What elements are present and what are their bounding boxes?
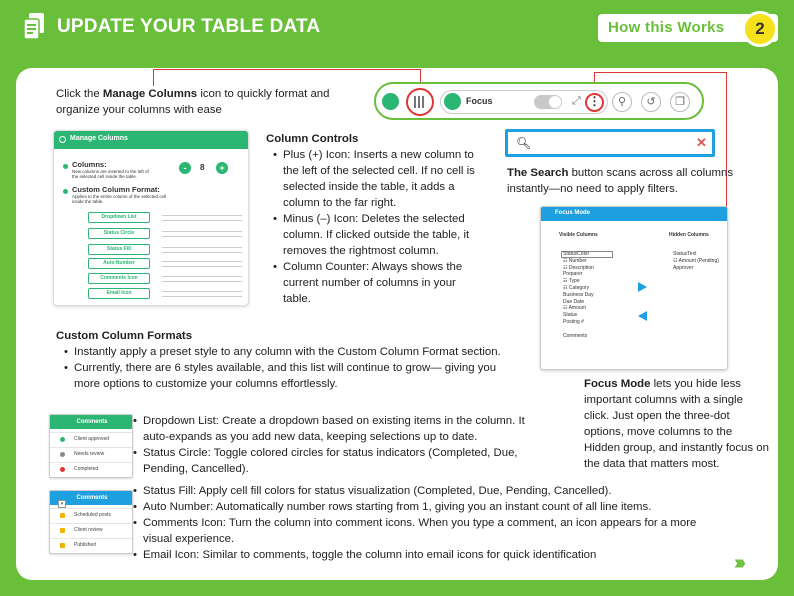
- focus-toggle[interactable]: [534, 95, 562, 109]
- column-counter: 8: [200, 163, 205, 172]
- list-item: • Dropdown List: Create a dropdown based on existing items in the column. It auto-expands as you add new data, keeping selections up to date.: [133, 413, 563, 445]
- focus-mode-panel: [540, 206, 728, 370]
- row-label: Published: [74, 542, 96, 548]
- column-list-item[interactable]: ☷ Number: [563, 257, 587, 264]
- panel-header: [54, 131, 249, 149]
- status-circle-sample: [49, 414, 133, 478]
- column-controls-list: [273, 147, 509, 307]
- placeholder-text-lines: [162, 261, 242, 267]
- header-bar: [0, 0, 794, 56]
- column-list-item[interactable]: ☷ Type: [563, 278, 580, 285]
- list-item: • Column Counter: Always shows the current number of columns in your table.: [273, 259, 509, 307]
- format-desc: Applies to the entire column of the selected cell: [72, 194, 167, 199]
- intro-text: Click the Manage Columns icon to quickly format and organize your columns with ease: [56, 88, 330, 116]
- styles-list-2: [133, 483, 753, 563]
- clear-icon[interactable]: ✕: [696, 135, 707, 150]
- comment-icon: [60, 543, 65, 548]
- table-row: [50, 462, 133, 475]
- format-button-auto-number[interactable]: Auto Number: [88, 258, 150, 269]
- row-label: Needs review: [74, 451, 105, 457]
- format-button-status-fill[interactable]: Status Fill: [88, 244, 150, 255]
- comment-icon: [60, 528, 65, 533]
- plus-button[interactable]: +: [216, 162, 228, 174]
- sample-header: Comments: [50, 415, 133, 429]
- connector-line: [153, 69, 154, 86]
- comment-icon: [60, 513, 65, 518]
- list-item: • Auto Number: Automatically number rows starting from 1, giving you an instant count of all line items.: [133, 499, 753, 515]
- format-button-dropdown[interactable]: Dropdown List: [88, 212, 150, 223]
- placeholder-text-lines: [162, 291, 242, 297]
- format-label: Custom Column Format:: [72, 185, 160, 194]
- status-circle-icon: [60, 452, 65, 457]
- placeholder-text-lines: [162, 276, 242, 282]
- format-desc: inside the table.: [72, 199, 104, 204]
- bullet-icon: [63, 189, 68, 194]
- visible-columns-label: Visible Columns: [559, 232, 598, 238]
- column-list-item[interactable]: StatusColor: [563, 251, 590, 257]
- status-circle-icon: [60, 437, 65, 442]
- focus-label: Focus: [466, 96, 493, 106]
- column-list-item[interactable]: Due Date: [563, 298, 585, 305]
- more-options-button[interactable]: ⋮: [585, 93, 604, 112]
- list-item: • Email Icon: Similar to comments, toggle the column into email icons for quick identification: [133, 547, 753, 563]
- list-item: • Minus (–) Icon: Deletes the selected column. If clicked outside the table, it removes the rightmost column.: [273, 211, 509, 259]
- panel-header: [541, 207, 728, 221]
- status-dot-icon[interactable]: [382, 93, 399, 110]
- dropdown-icon[interactable]: ▾: [58, 500, 66, 508]
- row-label: Client review: [74, 527, 103, 533]
- columns-desc: the selected cell inside the table.: [72, 174, 138, 179]
- custom-formats-heading: Custom Column Formats: [56, 330, 193, 342]
- focus-mode-description: Focus Mode lets you hide less important columns with a single click. Just open the three-dot options, move columns to the Hidden group, and instantly focus on the data that matters most.: [584, 378, 769, 470]
- custom-formats-list: [64, 344, 544, 392]
- list-item: • Comments Icon: Turn the column into comment icons. When you type a comment, an icon appears for a more visual experience.: [133, 515, 753, 547]
- column-list-item[interactable]: Approver: [673, 264, 694, 271]
- manage-columns-button[interactable]: [406, 88, 434, 116]
- table-row: [50, 523, 133, 536]
- columns-desc: New columns are inserted to the left of: [72, 169, 149, 174]
- next-chevron-icon[interactable]: ›››: [734, 552, 742, 574]
- connector-line: [594, 72, 726, 73]
- column-list-item[interactable]: Status: [563, 312, 578, 319]
- document-logo-icon: [22, 13, 46, 41]
- panel-title: Focus Mode: [555, 210, 591, 216]
- column-list-item[interactable]: Preparer: [563, 271, 583, 278]
- column-list-item[interactable]: StatusText: [673, 251, 697, 257]
- info-icon: [59, 136, 66, 143]
- table-row: [50, 432, 133, 445]
- search-input[interactable]: [505, 129, 715, 157]
- row-label: Scheduled posts: [74, 512, 111, 518]
- history-icon[interactable]: ↺: [641, 92, 661, 112]
- minus-button[interactable]: -: [179, 162, 191, 174]
- bullet-icon: [63, 164, 68, 169]
- format-button-status-circle[interactable]: Status Circle: [88, 228, 150, 239]
- list-item: • Instantly apply a preset style to any column with the Custom Column Format section.: [64, 344, 544, 360]
- columns-label: Columns:: [72, 160, 107, 169]
- placeholder-text-lines: [162, 231, 242, 237]
- list-item: • Status Fill: Apply cell fill colors for status visualization (Completed, Due, Pending, Cancelled).: [133, 483, 753, 499]
- list-item: • Plus (+) Icon: Inserts a new column to the left of the selected cell. If no cell is selected inside the table, it adds a column to the far right.: [273, 147, 509, 211]
- styles-list-1: [133, 413, 563, 477]
- placeholder-text-lines: [162, 215, 242, 221]
- connector-line: [153, 69, 421, 70]
- search-icon[interactable]: ⚲: [612, 92, 632, 112]
- expand-icon[interactable]: ⤢: [572, 95, 581, 107]
- status-circle-icon: [60, 467, 65, 472]
- hidden-columns-label: Hidden Columns: [669, 232, 709, 238]
- column-list-item[interactable]: Comments: [563, 332, 588, 339]
- copy-icon[interactable]: ❐: [670, 92, 690, 112]
- page-title: UPDATE YOUR TABLE DATA: [57, 16, 321, 37]
- search-description: The Search button scans across all columns instantly—no need to apply filters.: [507, 167, 734, 195]
- comments-icon-sample: [49, 490, 133, 554]
- table-row: [50, 508, 133, 521]
- table-row: [50, 447, 133, 460]
- list-item: • Currently, there are 6 styles available, and this list will continue to grow— giving you more options to customize your columns effortlessly.: [64, 360, 544, 392]
- move-left-arrow-icon[interactable]: [638, 311, 647, 321]
- step-number-badge: 2: [742, 11, 778, 47]
- column-list-item[interactable]: ☷ Description: [563, 264, 594, 271]
- column-list-item[interactable]: ☷ Amount: [563, 305, 586, 312]
- format-button-comments[interactable]: Comments Icon: [88, 273, 150, 284]
- sample-header: Comments: [50, 491, 133, 505]
- manage-columns-icon: [414, 96, 426, 108]
- manage-columns-panel: [53, 130, 249, 306]
- column-list-item[interactable]: ☷ Category: [563, 285, 590, 291]
- column-list-item[interactable]: Business Day: [563, 291, 594, 298]
- move-right-arrow-icon[interactable]: [638, 282, 647, 292]
- table-row: [50, 538, 133, 551]
- column-list-item[interactable]: ☷ Amount (Pending): [673, 257, 719, 264]
- leaf-icon: [444, 93, 461, 110]
- column-controls-heading: Column Controls: [266, 133, 359, 145]
- row-label: Client approved: [74, 436, 110, 442]
- placeholder-text-lines: [162, 247, 242, 253]
- column-list-item[interactable]: Posting #: [563, 319, 584, 325]
- row-label: Completed: [74, 466, 99, 472]
- panel-title: Manage Columns: [70, 135, 128, 142]
- how-this-works-label: How this Works: [608, 19, 725, 36]
- format-button-email[interactable]: Email Icon: [88, 288, 150, 299]
- search-icon: 🔍︎: [516, 136, 532, 150]
- list-item: • Status Circle: Toggle colored circles for status indicators (Completed, Due, Pending, Cancelled).: [133, 445, 563, 477]
